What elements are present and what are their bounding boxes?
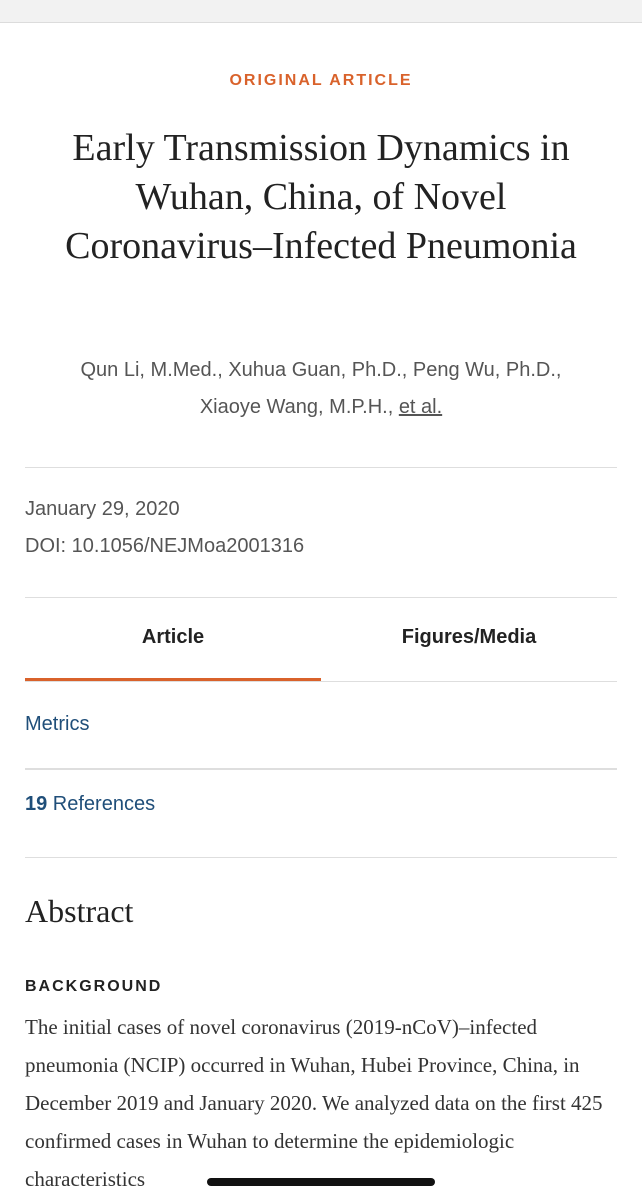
references-label: References — [47, 793, 156, 815]
divider — [25, 597, 617, 598]
doi: DOI: 10.1056/NEJMoa2001316 — [25, 535, 305, 557]
divider — [25, 467, 617, 468]
divider — [25, 681, 617, 682]
top-bar — [0, 0, 642, 23]
et-al-link[interactable]: et al. — [398, 396, 443, 418]
active-tab-indicator — [25, 678, 321, 681]
authors-text: Qun Li, M.Med., Xuhua Guan, Ph.D., Peng Wu, Ph.D., Xiaoye Wang, M.P.H., — [80, 359, 562, 418]
author-list — [60, 352, 582, 426]
divider — [25, 857, 617, 858]
top-divider — [0, 22, 642, 23]
background-label: BACKGROUND — [25, 978, 163, 995]
article-title: Early Transmission Dynamics in Wuhan, China, of Novel Coronavirus–Infected Pneumonia — [65, 127, 577, 267]
article-type-label: ORIGINAL ARTICLE — [229, 72, 413, 89]
tab-figures-media[interactable]: Figures/Media — [401, 626, 537, 648]
tab-article[interactable]: Article — [141, 626, 205, 648]
home-indicator[interactable] — [207, 1178, 435, 1186]
abstract-background-text: The initial cases of novel coronavirus (2019-nCoV)–infected pneumonia (NCIP) occurred in Wuhan, Hubei Province, China, in December 2019 and January 2020. We analyzed data on the first 425 confirmed cases in Wuhan to determine the epidemiologic characteristics — [25, 1015, 603, 1191]
publication-date: January 29, 2020 — [25, 498, 180, 520]
divider — [25, 768, 617, 770]
abstract-heading: Abstract — [25, 893, 134, 929]
references-link[interactable] — [25, 793, 155, 816]
references-count: 19 — [25, 793, 48, 815]
metrics-link[interactable]: Metrics — [25, 713, 90, 735]
